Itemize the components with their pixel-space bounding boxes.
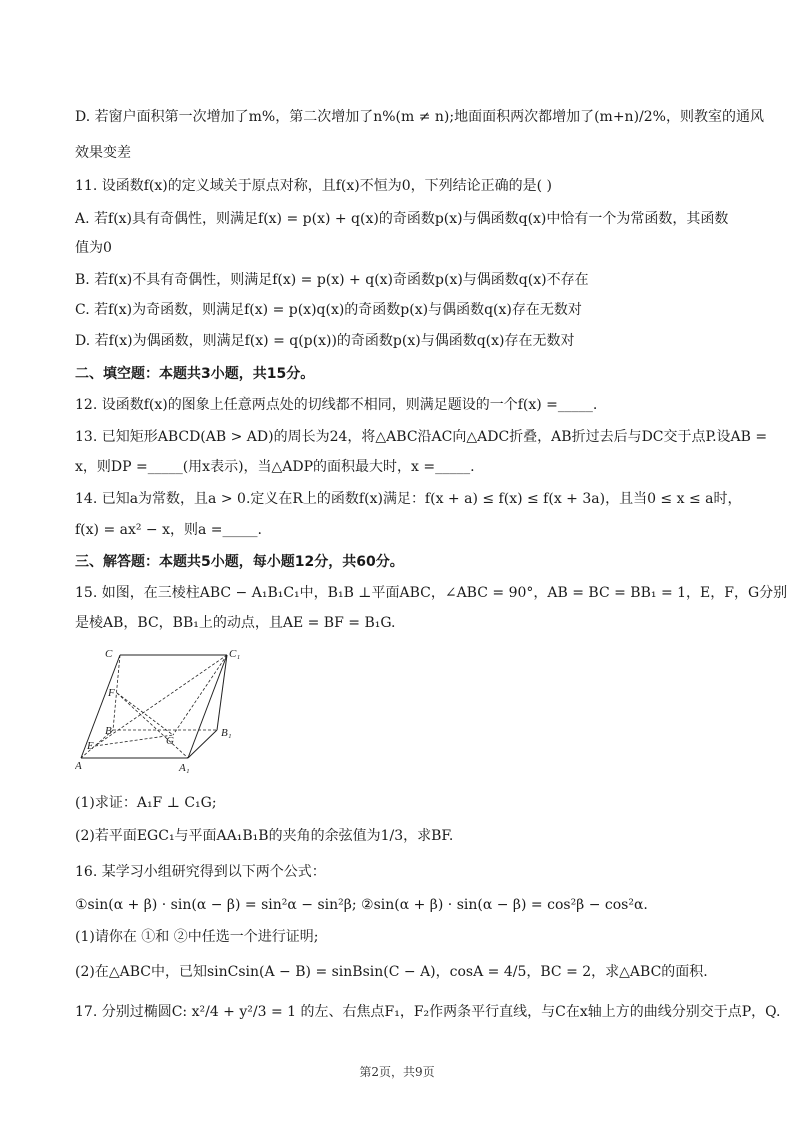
option-11d: D. 若f(x)为偶函数，则满足f(x) = q(p(x))的奇函数p(x)与偶函数q(x)存在无数对 (75, 333, 575, 349)
option-10d-line2: 效果变差 (75, 145, 131, 161)
label-c: C (105, 648, 113, 660)
label-a: A (75, 760, 82, 772)
label-a1: A₁ (179, 762, 190, 774)
question-14-line2: f(x) = ax² − x，则a =_____. (75, 522, 262, 538)
question-17-stem: 17. 分别过椭圆C: x²/4 + y²/3 = 1 的左、右焦点F₁，F₂作两条平行直线，与C在x轴上方的曲线分别交于点P，Q. (75, 1004, 781, 1020)
label-c1: C₁ (229, 648, 241, 660)
label-e: E (87, 740, 94, 752)
question-16-stem: 16. 某学习小组研究得到以下两个公式： (75, 864, 326, 880)
question-15-line1: 15. 如图，在三棱柱ABC − A₁B₁C₁中，B₁B ⊥平面ABC，∠ABC = 90°，AB = BC = BB₁ = 1，E，F，G分别 (75, 585, 788, 601)
question-16-part2: (2)在△ABC中，已知sinCsin(A − B) = sinBsin(C − A)，cosA = 4/5，BC = 2，求△ABC的面积. (75, 964, 708, 980)
question-14-line1: 14. 已知a为常数，且a > 0.定义在R上的函数f(x)满足：f(x + a) ≤ f(x) ≤ f(x + 3a)，且当0 ≤ x ≤ a时， (75, 491, 742, 507)
question-11-stem: 11. 设函数f(x)的定义域关于原点对称，且f(x)不恒为0，下列结论正确的是( ) (75, 178, 552, 194)
question-12: 12. 设函数f(x)的图象上任意两点处的切线都不相同，则满足题设的一个f(x) =_____. (75, 397, 598, 413)
option-10d-line1: D. 若窗户面积第一次增加了m%，第二次增加了n%(m ≠ n);地面面积两次都增加了(m+n)/2%，则教室的通风 (75, 109, 764, 125)
question-16-part1: (1)请你在 ①和 ②中任选一个进行证明; (75, 929, 319, 945)
question-16-formulas: ①sin(α + β) · sin(α − β) = sin²α − sin²β; ②sin(α + β) · sin(α − β) = cos²β − cos²α. (75, 897, 648, 913)
question-15-part1: (1)求证：A₁F ⊥ C₁G; (75, 795, 217, 811)
question-13-line1: 13. 已知矩形ABCD(AB > AD)的周长为24，将△ABC沿AC向△ADC折叠，AB折过去后与DC交于点P.设AB = (75, 429, 768, 445)
question-15-line2: 是棱AB，BC，BB₁上的动点，且AE = BF = B₁G. (75, 615, 396, 631)
label-g: G (166, 735, 174, 747)
option-11b: B. 若f(x)不具有奇偶性，则满足f(x) = p(x) + q(x)奇函数p(x)与偶函数q(x)不存在 (75, 272, 589, 288)
question-15-part2: (2)若平面EGC₁与平面AA₁B₁B的夹角的余弦值为1/3，求BF. (75, 828, 454, 844)
label-b: B (105, 725, 112, 737)
option-11a-line1: A. 若f(x)具有奇偶性，则满足f(x) = p(x) + q(x)的奇函数p(x)与偶函数q(x)中恰有一个为常函数，其函数 (75, 211, 729, 227)
prism-figure (75, 645, 245, 775)
page-footer: 第2页，共9页 (359, 1065, 435, 1079)
question-13-line2: x，则DP =_____(用x表示)，当△ADP的面积最大时，x =_____. (75, 459, 475, 475)
option-11a-line2: 值为0 (75, 240, 112, 256)
section-answer-heading: 三、解答题：本题共5小题，每小题12分，共60分。 (75, 554, 404, 570)
label-b1: B₁ (221, 727, 232, 739)
section-fill-in-heading: 二、填空题：本题共3小题，共15分。 (75, 366, 315, 382)
option-11c: C. 若f(x)为奇函数，则满足f(x) = p(x)q(x)的奇函数p(x)与偶函数q(x)存在无数对 (75, 302, 582, 318)
label-f: F (108, 687, 115, 699)
